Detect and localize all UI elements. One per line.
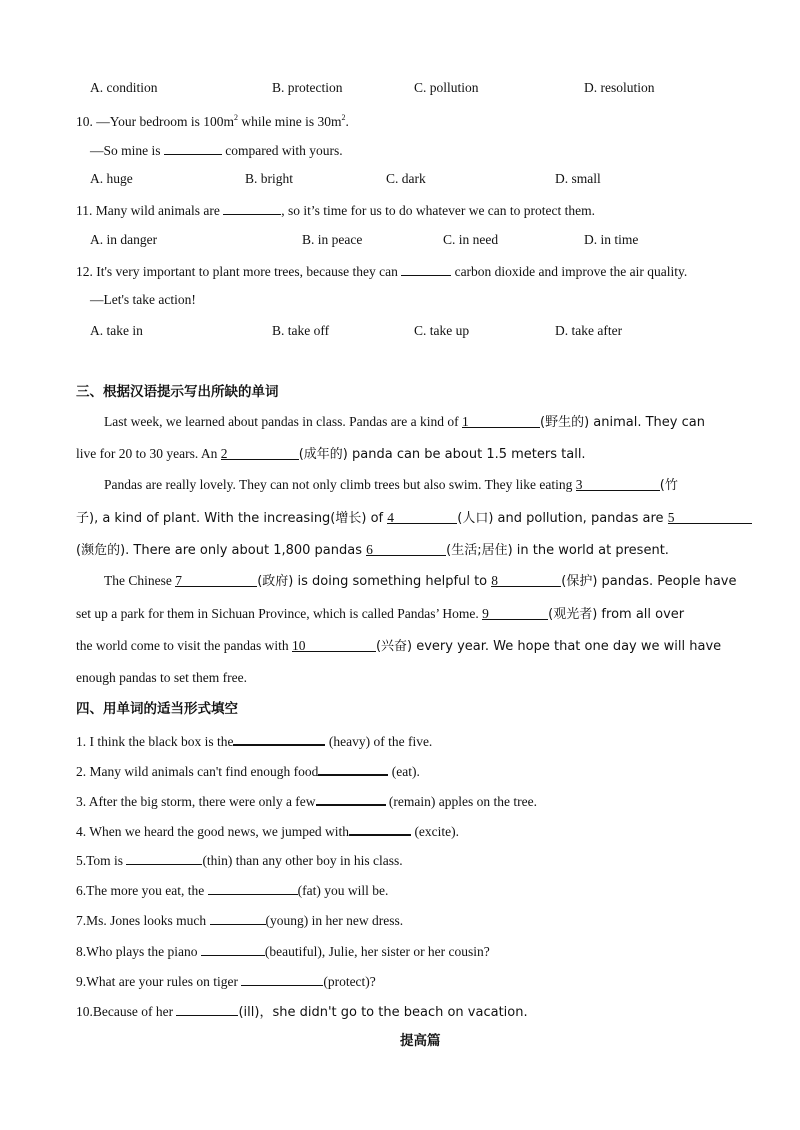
fill-blank-7[interactable] <box>210 910 266 925</box>
fill-blank-5[interactable] <box>126 850 202 865</box>
q11-text-1: 11. Many wild animals are <box>76 203 224 218</box>
q11-option-b: B. in peace <box>302 232 363 247</box>
fill-blank-3[interactable] <box>316 790 386 806</box>
fill-text: (remain) apples on the tree. <box>385 794 537 809</box>
passage-line-8 <box>76 637 721 656</box>
fill-item-3 <box>76 790 537 811</box>
blank-4[interactable] <box>387 509 457 524</box>
fill-item-2 <box>76 760 420 781</box>
q12-option-b: B. take off <box>272 323 330 338</box>
passage-text: (野生的) animal. They can <box>540 415 705 430</box>
q10-text-3: . <box>345 114 349 129</box>
passage-line-1 <box>104 413 705 432</box>
q10-text-1: 10. —Your bedroom is 100m <box>76 114 235 129</box>
fill-text: (ill)，she didn't go to the beach on vacation. <box>238 1005 528 1020</box>
passage-text: (竹 <box>659 478 678 493</box>
q9-option-a: A. condition <box>90 80 158 95</box>
q12-blank[interactable] <box>401 261 451 276</box>
passage-text: 子), a kind of plant. With the increasing(增长) of <box>76 511 388 526</box>
blank-number: 9 <box>482 606 489 621</box>
q10-sup-2: 2 <box>341 113 346 122</box>
q10-reply-text-2: compared with yours. <box>221 143 343 158</box>
fill-text: (heavy) of the five. <box>325 734 433 749</box>
q12-option-c: C. take up <box>414 323 470 338</box>
q10-reply <box>90 140 343 160</box>
fill-text: 6.The more you eat, the <box>76 883 208 898</box>
passage-text: live for 20 to 30 years. An <box>76 446 221 461</box>
blank-5[interactable] <box>668 509 752 524</box>
blank-8[interactable] <box>491 572 561 587</box>
passage-text: (成年的) panda can be about 1.5 meters tall. <box>298 447 586 462</box>
passage-text: Last week, we learned about pandas in class. Pandas are a kind of <box>104 414 463 429</box>
blank-number: 5 <box>667 510 675 525</box>
blank-1[interactable] <box>462 413 540 428</box>
q11-option-d: D. in time <box>584 232 639 247</box>
passage-line-9: enough pandas to set them free. <box>76 670 247 685</box>
blank-2[interactable] <box>221 445 299 460</box>
q11-text-2: , so it’s time for us to do whatever we can to protect them. <box>281 203 596 218</box>
fill-blank-8[interactable] <box>201 941 265 956</box>
passage-text: (兴奋) every year. We hope that one day we will have <box>375 639 722 654</box>
q9-option-d: D. resolution <box>584 80 655 95</box>
passage-text: The Chinese <box>104 573 176 588</box>
q12-question <box>76 261 687 281</box>
blank-number: 1 <box>462 414 469 429</box>
q10-option-a: A. huge <box>90 171 133 186</box>
q12-text-1: 12. It's very important to plant more trees, because they can <box>76 264 402 279</box>
fill-text: 8.Who plays the piano <box>76 944 201 959</box>
q10-blank[interactable] <box>164 140 222 155</box>
blank-number: 3 <box>575 477 583 492</box>
fill-blank-10[interactable] <box>176 1001 238 1016</box>
fill-item-6 <box>76 880 388 900</box>
q10-reply-text-1: —So mine is <box>90 143 164 158</box>
passage-line-2 <box>76 445 586 464</box>
passage-text: (人口) and pollution, pandas are <box>457 511 668 526</box>
fill-text: (excite). <box>411 824 460 839</box>
q11-option-a: A. in danger <box>90 232 158 247</box>
blank-number: 2 <box>220 446 228 461</box>
section-4-title: 四、用单词的适当形式填空 <box>76 701 238 717</box>
fill-text: 10.Because of her <box>76 1004 177 1019</box>
passage-text: the world come to visit the pandas with <box>76 638 292 653</box>
blank-number: 10 <box>291 638 306 653</box>
passage-line-5 <box>76 541 669 560</box>
q9-option-c: C. pollution <box>414 80 479 95</box>
blank-10[interactable] <box>292 637 376 652</box>
fill-item-7 <box>76 910 403 930</box>
blank-9[interactable] <box>482 605 548 620</box>
fill-item-4 <box>76 820 459 841</box>
q10-option-b: B. bright <box>245 171 294 186</box>
fill-text: 5.Tom is <box>76 853 127 868</box>
fill-text: 9.What are your rules on tiger <box>76 974 242 989</box>
blank-number: 8 <box>491 573 499 588</box>
fill-blank-2[interactable] <box>318 760 388 776</box>
fill-text: (eat). <box>388 764 420 779</box>
blank-number: 6 <box>366 542 373 557</box>
fill-blank-4[interactable] <box>349 820 411 836</box>
q11-option-c: C. in need <box>443 232 499 247</box>
q10-option-c: C. dark <box>386 171 426 186</box>
passage-text: (观光者) from all over <box>548 607 685 622</box>
fill-text: 1. I think the black box is the <box>76 734 234 749</box>
q10-option-d: D. small <box>555 171 601 186</box>
passage-line-3 <box>104 476 678 495</box>
passage-line-7 <box>76 605 684 624</box>
passage-text: (生活;居住) in the world at present. <box>446 543 669 558</box>
fill-text: 4. When we heard the good news, we jumped with <box>76 824 350 839</box>
passage-text: (保护) pandas. People have <box>561 574 737 589</box>
passage-text: (政府) is doing something helpful to <box>257 574 492 589</box>
fill-text: 3. After the big storm, there were only a few <box>76 794 316 809</box>
fill-blank-6[interactable] <box>208 880 298 895</box>
advanced-section-heading: 提高篇 <box>400 1033 441 1049</box>
blank-6[interactable] <box>366 541 446 556</box>
passage-line-4 <box>76 509 752 528</box>
q10-text-2: while mine is 30m <box>238 114 342 129</box>
passage-line-6 <box>104 572 737 591</box>
q10-sup-1: 2 <box>234 113 239 122</box>
fill-blank-1[interactable] <box>233 730 325 746</box>
fill-item-8 <box>76 941 490 961</box>
fill-blank-9[interactable] <box>241 971 323 986</box>
fill-item-9 <box>76 971 376 991</box>
fill-text: (fat) you will be. <box>297 883 389 898</box>
blank-3[interactable] <box>576 476 660 491</box>
fill-item-10 <box>76 1001 528 1022</box>
section-3-title: 三、根据汉语提示写出所缺的单词 <box>76 384 279 400</box>
passage-text: set up a park for them in Sichuan Province, which is called Pandas’ Home. <box>76 606 483 621</box>
fill-text: (thin) than any other boy in his class. <box>202 853 403 868</box>
fill-text: (protect)? <box>323 974 376 989</box>
q11-blank[interactable] <box>223 200 281 215</box>
fill-text: (beautiful), Julie, her sister or her cousin? <box>264 944 490 959</box>
q9-option-b: B. protection <box>272 80 343 95</box>
blank-number: 7 <box>175 573 182 588</box>
q12-reply: —Let's take action! <box>90 292 196 307</box>
fill-text: (young) in her new dress. <box>265 913 404 928</box>
passage-text: Pandas are really lovely. They can not only climb trees but also swim. They like eating <box>104 477 576 492</box>
passage-text: (濒危的). There are only about 1,800 pandas <box>76 543 367 558</box>
q10-question <box>76 109 349 131</box>
fill-item-5 <box>76 850 403 870</box>
q11-question <box>76 200 595 220</box>
fill-text: 2. Many wild animals can't find enough food <box>76 764 319 779</box>
q12-option-d: D. take after <box>555 323 623 338</box>
q12-option-a: A. take in <box>90 323 143 338</box>
fill-item-1 <box>76 730 432 751</box>
blank-number: 4 <box>387 510 394 525</box>
fill-text: 7.Ms. Jones looks much <box>76 913 210 928</box>
blank-7[interactable] <box>175 572 257 587</box>
q12-text-2: carbon dioxide and improve the air quality. <box>451 264 688 279</box>
